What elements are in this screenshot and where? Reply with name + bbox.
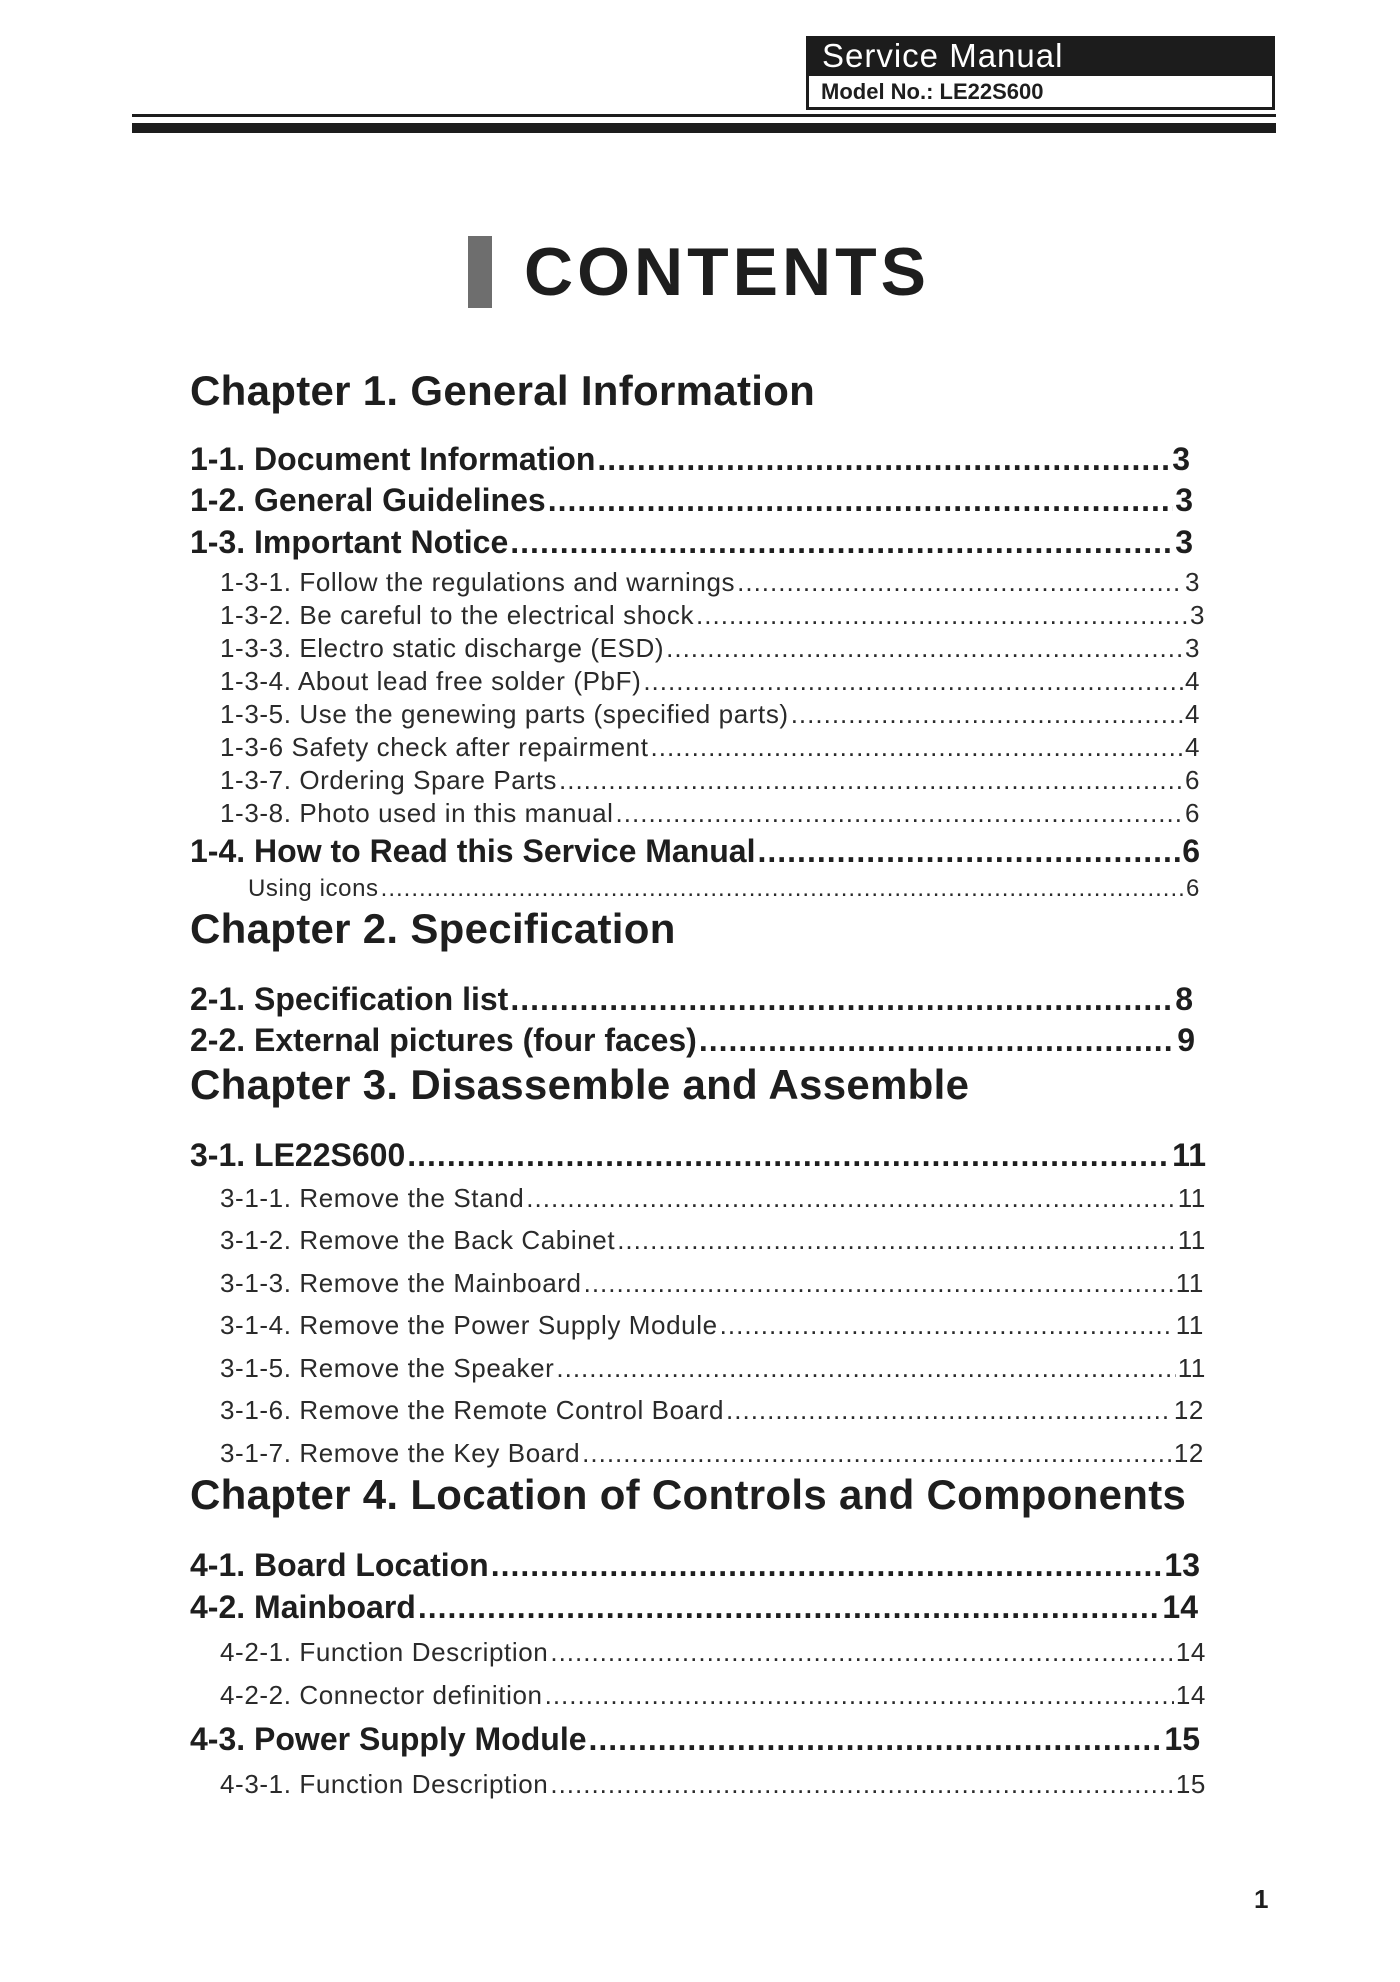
toc-entry-label: 1-3-6 Safety check after repairment [220, 732, 649, 762]
toc-entry-label: 4-1. Board Location [190, 1547, 489, 1583]
toc-entry-label: 2-2. External pictures (four faces) [190, 1022, 697, 1058]
dot-leader [381, 874, 1184, 904]
toc-entry-label: 4-2-1. Function Description [220, 1637, 549, 1667]
dot-leader [589, 1720, 1163, 1758]
header-rule-thick [132, 123, 1276, 133]
toc-entry-4-2-2[interactable] [190, 1679, 1206, 1711]
toc-entry-3-1-3[interactable] [190, 1267, 1204, 1299]
dot-leader [556, 1352, 1175, 1384]
dot-leader [510, 523, 1173, 561]
toc-entry-page: 11 [1175, 1310, 1204, 1340]
toc-entry-page: 11 [1177, 1225, 1206, 1255]
toc-entry-label: 1-1. Document Information [190, 441, 596, 477]
dot-leader [597, 440, 1170, 478]
toc-entry-page: 11 [1172, 1137, 1206, 1173]
toc-entry-page: 3 [1184, 567, 1200, 597]
toc-entry-4-3-1[interactable] [190, 1768, 1206, 1800]
dot-leader [407, 1136, 1170, 1174]
chapter-3-heading: Chapter 3. Disassemble and Assemble [190, 1061, 970, 1108]
dot-leader [696, 599, 1188, 631]
toc-entry-label: 4-2. Mainboard [190, 1589, 416, 1625]
toc-entry-4-3[interactable] [190, 1720, 1200, 1758]
toc-entry-page: 15 [1175, 1769, 1206, 1799]
dot-leader [526, 1182, 1176, 1214]
toc-entry-label: 1-3-8. Photo used in this manual [220, 798, 614, 828]
dot-leader [791, 698, 1183, 730]
toc-entry-page: 12 [1173, 1438, 1204, 1468]
toc-entry-label: 1-3-2. Be careful to the electrical shock [220, 600, 695, 630]
toc-entry-label: 4-3-1. Function Description [220, 1769, 549, 1799]
toc-entry-page: 11 [1177, 1353, 1206, 1383]
toc-entry-1-4[interactable] [190, 832, 1200, 870]
toc-entry-label: 3-1-7. Remove the Key Board [220, 1438, 581, 1468]
dot-leader [617, 1224, 1176, 1256]
dot-leader [559, 764, 1183, 796]
toc-entry-1-3-5[interactable] [190, 698, 1200, 730]
toc-entry-3-1-1[interactable] [190, 1182, 1206, 1214]
dot-leader [550, 1768, 1174, 1800]
toc-entry-page: 6 [1184, 798, 1200, 828]
toc-entry-page: 11 [1175, 1268, 1204, 1298]
toc-entry-1-3-1[interactable] [190, 566, 1200, 598]
toc-entry-label: 4-2-2. Connector definition [220, 1680, 543, 1710]
toc-entry-page: 8 [1175, 981, 1193, 1017]
toc-entry-1-1[interactable] [190, 440, 1190, 478]
dot-leader [643, 665, 1183, 697]
toc-entry-label: 1-2. General Guidelines [190, 482, 546, 518]
toc-entry-2-2[interactable] [190, 1021, 1195, 1059]
toc-entry-1-3-7[interactable] [190, 764, 1200, 796]
dot-leader [550, 1636, 1174, 1668]
toc-entry-label: 4-3. Power Supply Module [190, 1721, 587, 1757]
toc-entry-label: 3-1-1. Remove the Stand [220, 1183, 525, 1213]
toc-entry-4-2-1[interactable] [190, 1636, 1206, 1668]
toc-entry-1-3-4[interactable] [190, 665, 1200, 697]
toc-entry-3-1-4[interactable] [190, 1309, 1204, 1341]
toc-entry-label: 3-1-4. Remove the Power Supply Module [220, 1310, 718, 1340]
chapter-2-heading: Chapter 2. Specification [190, 905, 676, 952]
toc-entry-1-3[interactable] [190, 523, 1193, 561]
toc-entry-label: 1-3-4. About lead free solder (PbF) [220, 666, 642, 696]
chapter-4-heading: Chapter 4. Location of Controls and Components [190, 1471, 1187, 1518]
dot-leader [545, 1679, 1174, 1711]
dot-leader [757, 832, 1180, 870]
toc-entry-page: 6 [1182, 833, 1200, 869]
toc-entry-page: 14 [1175, 1637, 1206, 1667]
dot-leader [666, 632, 1183, 664]
toc-entry-page: 12 [1173, 1395, 1204, 1425]
toc-entry-3-1[interactable] [190, 1136, 1206, 1174]
toc-entry-4-2[interactable] [190, 1588, 1198, 1626]
toc-entry-label: 3-1-3. Remove the Mainboard [220, 1268, 582, 1298]
toc-entry-3-1-6[interactable] [190, 1394, 1204, 1426]
toc-entry-label: 3-1-6. Remove the Remote Control Board [220, 1395, 725, 1425]
dot-leader [726, 1394, 1172, 1426]
dot-leader [491, 1546, 1163, 1584]
toc-entry-page: 3 [1184, 633, 1200, 663]
toc-entry-label: 3-1. LE22S600 [190, 1137, 406, 1173]
toc-entry-page: 4 [1184, 732, 1200, 762]
dot-leader [582, 1437, 1172, 1469]
page-title: CONTENTS [524, 234, 930, 310]
toc-entry-label: Using icons [248, 875, 379, 902]
dot-leader [651, 731, 1183, 763]
dot-leader [584, 1267, 1174, 1299]
toc-entry-4-1[interactable] [190, 1546, 1200, 1584]
toc-entry-label: 1-4. How to Read this Service Manual [190, 833, 756, 869]
dot-leader [699, 1021, 1175, 1059]
toc-entry-3-1-5[interactable] [190, 1352, 1206, 1384]
toc-entry-page: 13 [1164, 1547, 1200, 1583]
model-number: Model No.: LE22S600 [806, 76, 1275, 110]
toc-entry-label: 1-3-3. Electro static discharge (ESD) [220, 633, 665, 663]
toc-entry-page: 9 [1177, 1022, 1195, 1058]
dot-leader [737, 566, 1183, 598]
toc-entry-label: 1-3-1. Follow the regulations and warnings [220, 567, 736, 597]
page-number: 1 [1254, 1884, 1269, 1914]
toc-entry-label: 1-3. Important Notice [190, 524, 509, 560]
title-accent-bar [468, 236, 492, 308]
toc-entry-page: 4 [1184, 699, 1200, 729]
chapter-1-heading: Chapter 1. General Information [190, 367, 816, 414]
toc-entry-2-1[interactable] [190, 980, 1193, 1018]
dot-leader [510, 980, 1173, 1018]
toc-entry-label: 1-3-7. Ordering Spare Parts [220, 765, 558, 795]
toc-entry-page: 3 [1175, 482, 1193, 518]
toc-entry-page: 15 [1164, 1721, 1200, 1757]
dot-leader [548, 481, 1174, 519]
toc-entry-page: 3 [1175, 524, 1193, 560]
toc-entry-1-3-2[interactable] [190, 599, 1205, 631]
toc-entry-page: 3 [1189, 600, 1205, 630]
dot-leader [616, 797, 1183, 829]
toc-entry-label: 2-1. Specification list [190, 981, 509, 1017]
toc-entry-page: 6 [1184, 765, 1200, 795]
toc-entry-3-1-7[interactable] [190, 1437, 1204, 1469]
toc-entry-1-3-3[interactable] [190, 632, 1200, 664]
manual-header [806, 36, 1275, 110]
toc-entry-1-2[interactable] [190, 481, 1193, 519]
toc-entry-page: 4 [1184, 666, 1200, 696]
toc-entry-page: 6 [1186, 875, 1200, 902]
toc-entry-3-1-2[interactable] [190, 1224, 1206, 1256]
dot-leader [418, 1588, 1161, 1626]
toc-entry-using-icons[interactable] [190, 874, 1200, 904]
toc-entry-1-3-6[interactable] [190, 731, 1200, 763]
toc-entry-page: 11 [1177, 1183, 1206, 1213]
toc-entry-page: 14 [1175, 1680, 1206, 1710]
toc-entry-page: 3 [1172, 441, 1190, 477]
dot-leader [720, 1309, 1174, 1341]
header-rule-thin [132, 114, 1276, 117]
toc-entry-1-3-8[interactable] [190, 797, 1200, 829]
toc-entry-label: 3-1-2. Remove the Back Cabinet [220, 1225, 616, 1255]
header-title: Service Manual [806, 36, 1275, 76]
toc-entry-label: 1-3-5. Use the genewing parts (specified parts) [220, 699, 789, 729]
toc-entry-page: 14 [1162, 1589, 1198, 1625]
toc-entry-label: 3-1-5. Remove the Speaker [220, 1353, 555, 1383]
